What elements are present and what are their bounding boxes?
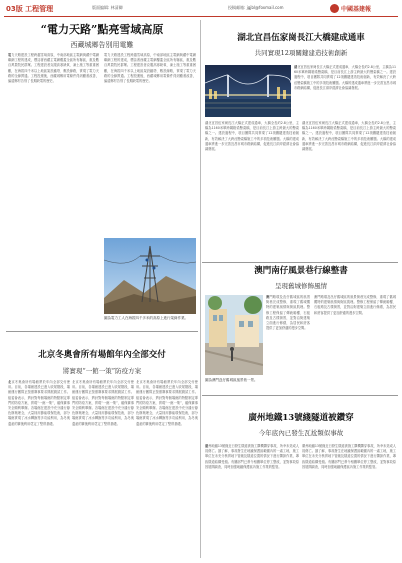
column-divider [200, 20, 201, 558]
logo-emblem-icon [330, 4, 339, 13]
article-4-caption: 圖為澳門氹仔舊城區風景巷一景。 [205, 378, 258, 382]
article-1-body-right: 電力天路建設工程跨越雪域高原，中南部地區主電網與藏中電網聯網工程的建成，標誌著西藏主電網覆蓋全區所有縣區，惠及數百萬農牧民群眾。工程建設者克服高寒缺氧、凍土施工等重重困難，在海拔四千米以上地區架設鐵塔、敷設線路，實現了電力天路的全線貫通。工程投運後，西藏城鄉用電條件得到顯著改善，偏遠鄉村告別了長期缺電的歷史。 [104, 53, 196, 84]
logo-wordmark: 中國基建報 [341, 5, 372, 13]
article-3-body-col1: 北京冬奧會所有場館將於年內全部交付使用。目前，各場館建設已進入收尾階段，場館運行團隊正按照賽事要求開展測試工作。組委會表示，將針對每個場館的特點制定專門的防疫方案，實現“一館一策”，確保賽事安全順利舉辦。各場館在建設中充分踐行綠色辦奧理念，大量採用節能環保技術，部分場館實現了冰水轉換等多功能利用，為冬奧遺產的賽後利用奠定了堅實基礎。 [8, 380, 70, 426]
article-1-headline: “電力天路”點亮雪域高原 [40, 23, 164, 36]
article-1-caption: 圖為電力工人在海拔四千多米的高原上進行架線作業。 [104, 316, 188, 320]
article-5-body-col1: 廣州地鐵13號綫近日發生隧道被施工鑽機鑽穿事故，所幸未造成人員傷亡。據了解，事故發生在地鐵保護區範圍內的一處工地，施工單位在未充分核實地下管綫及隧道位置的情況下進行鑽探作業，導致隧道結構受損。有關部門已責令相關單位停工整改，並對事故原因展開調查，同時加強地鐵保護區內施工作業的監管。 [205, 444, 299, 469]
article-4-body-beside-photo: 澳門路環及氹仔舊城區的風景街巷完成整修，重現了舊城獨特的建築風情與街區肌理。整修工程保留了傳統騎樓、石板路及古樸街景，並對沿街建築立面進行修繕，為居民和遊客提供了更加舒適的漫步空間。 [266, 295, 310, 331]
article-3-headline: 北京冬奧會所有場館年內全部交付 [38, 350, 166, 360]
article-2-separator [202, 262, 398, 263]
article-4-subhead: 呈現舊城修飾風情 [275, 282, 327, 290]
masthead-rule [4, 16, 398, 17]
article-2-photo [205, 65, 291, 117]
article-3-subhead: 將實現“一館一策”防疫方案 [62, 367, 142, 375]
article-1-separator [6, 331, 198, 332]
article-3-body-col2: 北京冬奧會所有場館將於年內全部交付使用。目前，各場館建設已進入收尾階段，場館運行團隊正按照賽事要求開展測試工作。組委會表示，將針對每個場館的特點制定專門的防疫方案，實現“一館一策”，確保賽事安全順利舉辦。各場館在建設中充分踐行綠色辦奧理念，大量採用節能環保技術，部分場館實現了冰水轉換等多功能利用，為冬奧遺產的賽後利用奠定了堅實基礎。 [72, 380, 134, 426]
article-5-headline: 廣州地鐵13號綫隧道被鑽穿 [248, 413, 354, 423]
article-1-subhead: 西藏城鄉告別用電難 [70, 41, 134, 49]
article-4-photo [205, 295, 263, 375]
article-4-separator [202, 395, 398, 396]
submission-email: 投稿邮箱: jgjbl@foxmail.com [228, 5, 284, 10]
newspaper-logo [330, 2, 396, 14]
article-2-headline: 湖北宜昌伍家崗長江大橋建成通車 [237, 33, 365, 43]
article-2-subhead: 共同實現12項關鍵建造技術創新 [254, 49, 348, 57]
article-3-body-col3: 北京冬奧會所有場館將於年內全部交付使用。目前，各場館建設已進入收尾階段，場館運行團隊正按照賽事要求開展測試工作。組委會表示，將針對每個場館的特點制定專門的防疫方案，實現“一館一策”，確保賽事安全順利舉辦。各場館在建設中充分踐行綠色辦奧理念，大量採用節能環保技術，部分場館實現了冰水轉換等多功能利用，為冬奧遺產的賽後利用奠定了堅實基礎。 [136, 380, 198, 426]
article-4-body-right: 澳門路環及氹仔舊城區的風景街巷完成整修，重現了舊城獨特的建築風情與街區肌理。整修工程保留了傳統騎樓、石板路及古樸街景，並對沿街建築立面進行修繕，為居民和遊客提供了更加舒適的漫步空間。 [314, 295, 396, 315]
article-5-body-col2: 廣州地鐵13號綫近日發生隧道被施工鑽機鑽穿事故，所幸未造成人員傷亡。據了解，事故發生在地鐵保護區範圍內的一處工地，施工單位在未充分核實地下管綫及隧道位置的情況下進行鑽探作業，導致隧道結構受損。有關部門已責令相關單位停工整改，並對事故原因展開調查，同時加強地鐵保護區內施工作業的監管。 [302, 444, 396, 469]
article-2-body-beside-photo: 湖北宜昌伍家崗長江大橋正式建成通車，大橋全長約2.8公里，主橋為1160米單跨鋼箱梁懸索橋，是目前長江上游主跨最大的懸索橋之一。建設過程中，項目團隊共同實現了12項關鍵建造技術創新，有效解決了大跨徑懸索橋施工中的多項技術難題。大橋的建成通車將進一步完善宜昌市城市路網結構，促進長江兩岸經濟社會協調發展。 [294, 65, 396, 90]
article-4-headline: 澳門南仔風景巷行線整書 [254, 266, 348, 276]
section-label: 03版 工程管理 [6, 5, 54, 13]
article-1-photo [104, 238, 196, 314]
article-2-body-col2: 湖北宜昌伍家崗長江大橋正式建成通車，大橋全長約2.8公里，主橋為1160米單跨鋼箱梁懸索橋，是目前長江上游主跨最大的懸索橋之一。建設過程中，項目團隊共同實現了12項關鍵建造技術創新，有效解決了大跨徑懸索橋施工中的多項技術難題。大橋的建成通車將進一步完善宜昌市城市路網結構，促進長江兩岸經濟社會協調發展。 [302, 121, 396, 152]
article-2-body-col1: 湖北宜昌伍家崗長江大橋正式建成通車，大橋全長約2.8公里，主橋為1160米單跨鋼箱梁懸索橋，是目前長江上游主跨最大的懸索橋之一。建設過程中，項目團隊共同實現了12項關鍵建造技術創新，有效解決了大跨徑懸索橋施工中的多項技術難題。大橋的建成通車將進一步完善宜昌市城市路網結構，促進長江兩岸經濟社會協調發展。 [205, 121, 299, 152]
editor-credit: 版面编辑: 林清卿 [92, 5, 123, 10]
article-1-body-left: 電力天路建設工程跨越雪域高原，中南部地區主電網與藏中電網聯網工程的建成，標誌著西藏主電網覆蓋全區所有縣區，惠及數百萬農牧民群眾。工程建設者克服高寒缺氧、凍土施工等重重困難，在海拔四千米以上地區架設鐵塔、敷設線路，實現了電力天路的全線貫通。工程投運後，西藏城鄉用電條件得到顯著改善，偏遠鄉村告別了長期缺電的歷史。 [8, 53, 99, 84]
article-5-subhead: 今年底內已發生瓦尬類似事故 [258, 429, 344, 437]
